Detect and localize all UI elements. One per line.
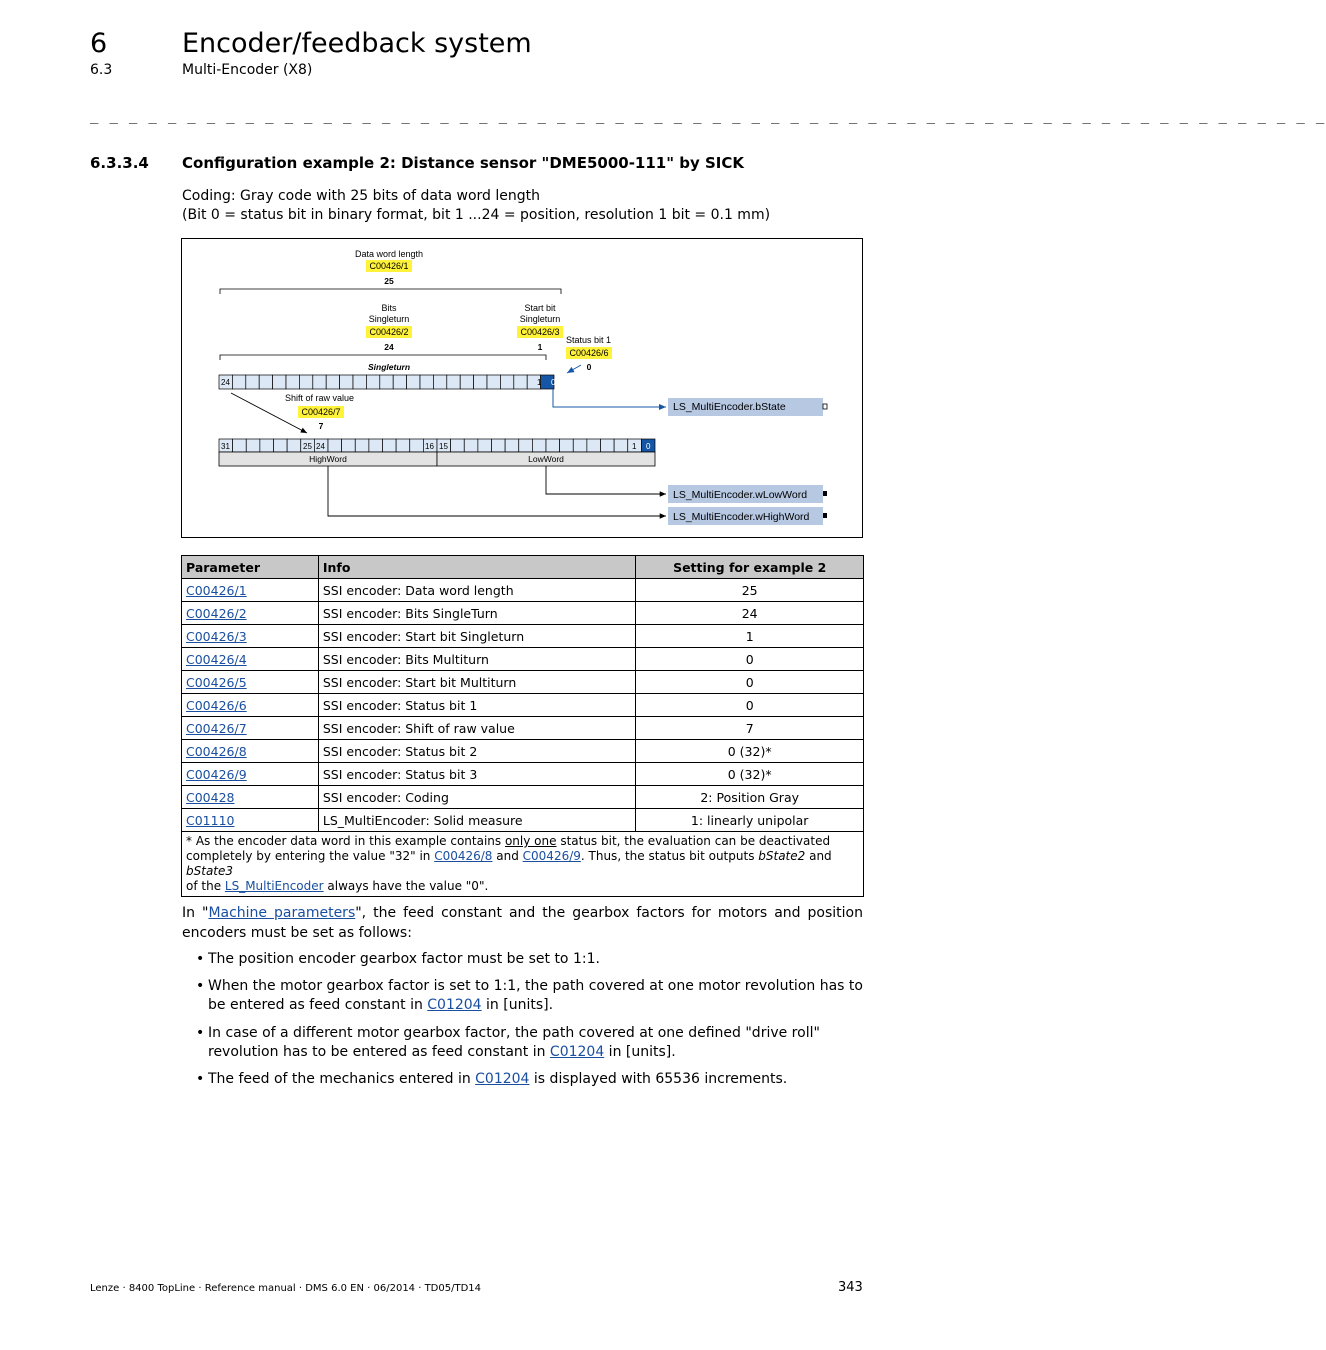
note-text: status bit, the evaluation can be deactivated completely by entering the value "32" in	[186, 834, 831, 863]
param-value: 0	[636, 694, 864, 717]
highword-line	[328, 466, 666, 516]
bot-b16: 16	[425, 442, 434, 451]
singleturn-register-cell	[259, 375, 272, 389]
param-value: 24	[636, 602, 864, 625]
singleturn-register-cell	[326, 375, 339, 389]
word-register-cell	[560, 439, 574, 452]
section-number: 6.3	[90, 62, 113, 78]
shift-code: C00426/7	[301, 407, 341, 417]
note-italic: bState2	[758, 849, 806, 863]
singleturn-register-cell	[313, 375, 326, 389]
word-register-cell	[601, 439, 615, 452]
singleturn-register-cell	[393, 375, 406, 389]
table-row	[182, 809, 864, 832]
coding-description	[182, 187, 770, 225]
singleturn-register-cell	[299, 375, 312, 389]
list-item-text: The position encoder gearbox factor must be set to 1:1.	[208, 951, 600, 967]
param-info: SSI encoder: Coding	[318, 786, 636, 809]
singleturn-register-cell	[232, 375, 245, 389]
lowword-output-label: LS_MultiEncoder.wLowWord	[673, 489, 808, 501]
bot-b15: 15	[439, 442, 448, 451]
header-setting: Setting for example 2	[636, 556, 864, 579]
param-value: 1	[636, 625, 864, 648]
bit-mapping-diagram	[181, 238, 863, 538]
note-text: always have the value "0".	[323, 879, 489, 893]
coding-line-1: Coding: Gray code with 25 bits of data word length	[182, 188, 541, 204]
highword-label: HighWord	[309, 454, 347, 464]
header-divider: _ _ _ _ _ _ _ _ _ _ _ _ _ _ _ _ _ _ _ _ _ _ _ _ _ _ _ _ _ _ _ _ _ _ _ _ _ _ _ _ _ _ _ _ _ _ _ _ _ _ _ _ _ _ _ _ _ _ _ _ _ _ _ _	[90, 108, 1326, 124]
note-link-c00426-9[interactable]: C00426/9	[522, 849, 581, 863]
singleturn-register-cell	[514, 375, 527, 389]
table-header-row	[182, 556, 864, 579]
param-link[interactable]: C00426/6	[182, 694, 319, 717]
param-info: SSI encoder: Status bit 1	[318, 694, 636, 717]
top-reg-one: 1	[537, 378, 542, 387]
note-italic: bState3	[186, 864, 234, 878]
bot-b25: 25	[303, 442, 312, 451]
singleturn-register-cell	[366, 375, 379, 389]
data-word-length-label: Data word length	[354, 249, 424, 259]
word-register-cell	[492, 439, 506, 452]
chapter-title: Encoder/feedback system	[182, 28, 532, 59]
bullet-icon: •	[196, 978, 205, 994]
c01204-link[interactable]: C01204	[549, 1044, 605, 1060]
note-text: * As the encoder data word in this example contains	[186, 834, 505, 848]
c01204-link[interactable]: C01204	[427, 997, 482, 1013]
singleturn-register-cell	[447, 375, 460, 389]
heading-number: 6.3.3.4	[90, 154, 149, 172]
param-value: 1: linearly unipolar	[636, 809, 864, 832]
bot-b1: 1	[632, 442, 637, 451]
top-reg-left: 24	[221, 378, 230, 387]
word-register-cell	[328, 439, 342, 452]
param-value: 25	[636, 579, 864, 602]
table-row	[182, 740, 864, 763]
header-parameter: Parameter	[182, 556, 319, 579]
start-label-1: Start bit	[524, 303, 556, 313]
note-link-ls-multiencoder[interactable]: LS_MultiEncoder	[224, 879, 324, 893]
word-register-cell	[246, 439, 260, 452]
param-link[interactable]: C00428	[182, 786, 319, 809]
list-item-text	[208, 1024, 863, 1062]
singleturn-register-cell	[460, 375, 473, 389]
note-text: of the	[186, 879, 225, 893]
start-code: C00426/3	[520, 327, 560, 337]
shift-label: Shift of raw value	[285, 393, 355, 403]
bits-value: 24	[384, 342, 394, 352]
singleturn-register	[219, 375, 554, 389]
word-register	[219, 439, 655, 452]
param-info: SSI encoder: Status bit 3	[318, 763, 636, 786]
word-register-cell	[614, 439, 628, 452]
word-register-cell	[573, 439, 587, 452]
list-item-text	[208, 977, 863, 1015]
word-register-cell	[383, 439, 397, 452]
data-word-length-value: 25	[384, 276, 394, 286]
param-value: 0	[636, 648, 864, 671]
lowword-line	[546, 466, 666, 494]
singleturn-register-cell	[500, 375, 513, 389]
param-info: SSI encoder: Bits SingleTurn	[318, 602, 636, 625]
singleturn-label: Singleturn	[367, 362, 411, 372]
word-register-cell	[478, 439, 492, 452]
machine-parameters-link[interactable]: Machine parameters	[208, 905, 356, 921]
singleturn-register-cell	[273, 375, 286, 389]
table-row	[182, 671, 864, 694]
word-register-cell	[451, 439, 465, 452]
note-text: . Thus, the status bit outputs	[580, 849, 759, 863]
table-note-row	[182, 832, 864, 897]
header-info: Info	[318, 556, 636, 579]
bits-label-2: Singleturn	[368, 314, 410, 324]
list-item-text-part: The feed of the mechanics entered in	[208, 1071, 476, 1087]
table-row	[182, 602, 864, 625]
start-value: 1	[537, 342, 543, 352]
status-label: Status bit 1	[566, 335, 612, 345]
word-register-cell	[274, 439, 288, 452]
bullet-icon: •	[196, 1071, 205, 1087]
singleturn-register-cell	[433, 375, 446, 389]
word-register-cell	[519, 439, 533, 452]
table-row	[182, 694, 864, 717]
c01204-link[interactable]: C01204	[475, 1071, 530, 1087]
lowword-label: LowWord	[528, 454, 564, 464]
top-reg-zero: 0	[551, 378, 556, 387]
param-value: 7	[636, 717, 864, 740]
chapter-number: 6	[90, 28, 108, 59]
table-body	[182, 579, 864, 832]
word-register-cell	[410, 439, 424, 452]
singleturn-register-cell	[246, 375, 259, 389]
singleturn-register-cell	[474, 375, 487, 389]
status-value: 0	[586, 362, 592, 372]
data-word-length-code: C00426/1	[369, 261, 409, 271]
word-register-cell	[342, 439, 356, 452]
list-item-text-part: in [units].	[481, 997, 554, 1013]
param-link[interactable]: C00426/4	[182, 648, 319, 671]
table-row	[182, 579, 864, 602]
note-link-c00426-8[interactable]: C00426/8	[434, 849, 493, 863]
word-register-cell	[355, 439, 369, 452]
param-link[interactable]: C00426/8	[182, 740, 319, 763]
param-value: 0	[636, 671, 864, 694]
para-text: In "	[182, 905, 209, 921]
note-text: and	[492, 849, 523, 863]
param-link[interactable]: C00426/1	[182, 579, 319, 602]
table-row	[182, 717, 864, 740]
list-item-text-part: is displayed with 65536 increments.	[529, 1071, 788, 1087]
singleturn-register-cell	[286, 375, 299, 389]
status-arrow	[567, 365, 581, 373]
bits-code: C00426/2	[369, 327, 409, 337]
machine-parameters-paragraph	[182, 903, 863, 943]
page-number: 343	[838, 1280, 863, 1295]
word-register-cell	[532, 439, 546, 452]
highword-output-label: LS_MultiEncoder.wHighWord	[673, 511, 810, 523]
start-label-2: Singleturn	[519, 314, 561, 324]
bullet-icon: •	[196, 951, 205, 967]
singleturn-register-cell	[340, 375, 353, 389]
word-register-cell	[546, 439, 560, 452]
bullet-icon: •	[196, 1025, 205, 1041]
section-title: Multi-Encoder (X8)	[182, 62, 313, 78]
shift-value: 7	[318, 421, 324, 431]
word-register-cell	[587, 439, 601, 452]
param-value: 2: Position Gray	[636, 786, 864, 809]
table-row	[182, 786, 864, 809]
heading-title: Configuration example 2: Distance sensor "DME5000-111" by SICK	[182, 154, 745, 172]
word-register-cell	[233, 439, 247, 452]
param-link[interactable]: C00426/9	[182, 763, 319, 786]
list-item-text-part: When the motor gearbox factor is set to 1:1, the path covered at one motor revolution has to be entered as feed constant in	[208, 978, 863, 1013]
word-register-cell	[287, 439, 301, 452]
param-value: 0 (32)*	[636, 740, 864, 763]
param-link[interactable]: C00426/2	[182, 602, 319, 625]
word-register-cell	[464, 439, 478, 452]
bot-b24: 24	[316, 442, 325, 451]
para-text: ", the feed constant and the gearbox factors for motors and position encoders must be set as follows:	[182, 905, 863, 941]
bits-label-1: Bits	[381, 303, 397, 313]
data-word-brace	[220, 289, 561, 294]
list-item-text-part: In case of a different motor gearbox factor, the path covered at one defined "drive roll" revolution has to be entered as feed constant in	[208, 1025, 820, 1060]
bstate-output-label: LS_MultiEncoder.bState	[673, 401, 786, 413]
status-code: C00426/6	[569, 348, 609, 358]
word-register-cell	[369, 439, 383, 452]
param-link[interactable]: C00426/3	[182, 625, 319, 648]
param-info: SSI encoder: Status bit 2	[318, 740, 636, 763]
table-note	[182, 832, 864, 897]
word-register-cell	[505, 439, 519, 452]
bstate-connector	[823, 404, 827, 409]
note-text: and	[805, 849, 832, 863]
word-register-cell	[260, 439, 274, 452]
table-row	[182, 625, 864, 648]
param-info: SSI encoder: Data word length	[318, 579, 636, 602]
coding-line-2: (Bit 0 = status bit in binary format, bit 1 ...24 = position, resolution 1 bit = 0.1 mm)	[182, 207, 771, 223]
bot-b31: 31	[221, 442, 230, 451]
singleturn-register-cell	[380, 375, 393, 389]
singleturn-register-cell	[407, 375, 420, 389]
param-link[interactable]: C01110	[182, 809, 319, 832]
param-info: SSI encoder: Start bit Multiturn	[318, 671, 636, 694]
list-item-text	[208, 1070, 863, 1089]
param-info: SSI encoder: Shift of raw value	[318, 717, 636, 740]
param-info: LS_MultiEncoder: Solid measure	[318, 809, 636, 832]
singleturn-register-cell	[487, 375, 500, 389]
param-info: SSI encoder: Start bit Singleturn	[318, 625, 636, 648]
note-underlined: only one	[504, 834, 557, 848]
list-item-text-part: in [units].	[604, 1044, 676, 1060]
singleturn-register-cell	[353, 375, 366, 389]
table-row	[182, 763, 864, 786]
parameter-table	[181, 555, 864, 897]
word-register-cell	[396, 439, 410, 452]
bot-b0: 0	[646, 442, 651, 451]
param-link[interactable]: C00426/7	[182, 717, 319, 740]
param-value: 0 (32)*	[636, 763, 864, 786]
bstate-line	[553, 389, 666, 407]
highword-connector	[823, 513, 827, 518]
param-info: SSI encoder: Bits Multiturn	[318, 648, 636, 671]
table-row	[182, 648, 864, 671]
lowword-connector	[823, 491, 827, 496]
footer-text: Lenze · 8400 TopLine · Reference manual · DMS 6.0 EN · 06/2014 · TD05/TD14	[90, 1283, 482, 1294]
param-link[interactable]: C00426/5	[182, 671, 319, 694]
singleturn-register-cell	[420, 375, 433, 389]
singleturn-brace	[220, 355, 546, 360]
